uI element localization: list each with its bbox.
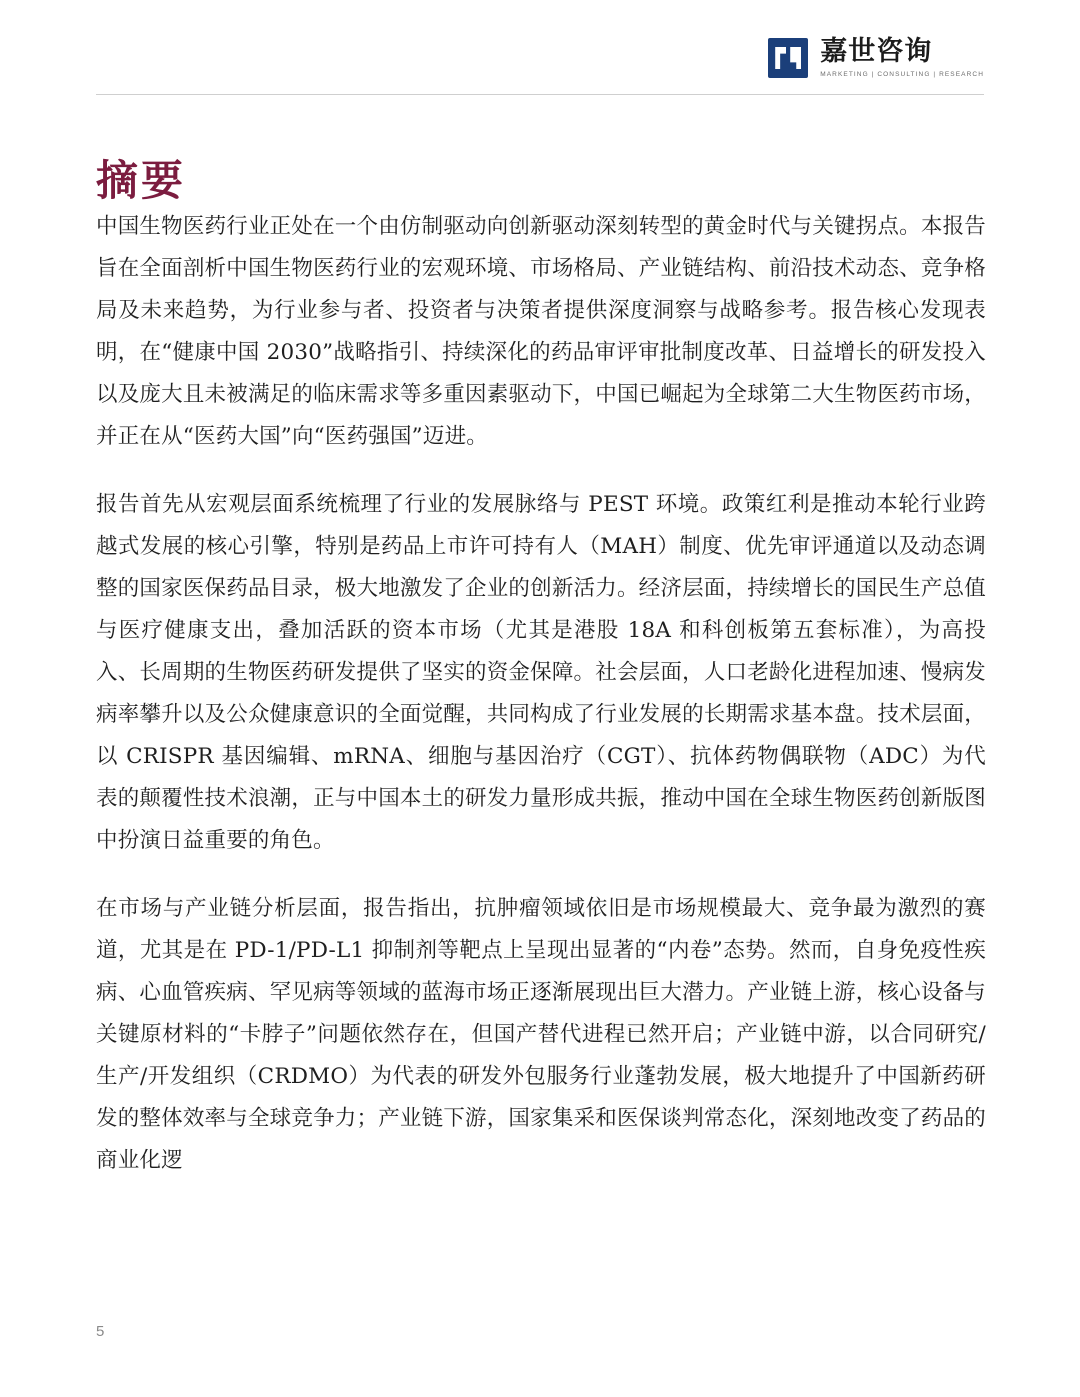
page-header	[96, 38, 984, 94]
page-title: 摘要	[96, 156, 187, 206]
paragraph: 报告首先从宏观层面系统梳理了行业的发展脉络与 PEST 环境。政策红利是推动本轮行业跨越式发展的核心引擎，特别是药品上市许可持有人（MAH）制度、优先审评通道以及动态调整的国家医保药品目录，极大地激发了企业的创新活力。经济层面，持续增长的国民生产总值与医疗健康支出，叠加活跃的资本市场（尤其是港股 18A 和科创板第五套标准），为高投入、长周期的生物医药研发提供了坚实的资金保障。社会层面，人口老龄化进程加速、慢病发病率攀升以及公众健康意识的全面觉醒，共同构成了行业发展的长期需求基本盘。技术层面，以 CRISPR 基因编辑、mRNA、细胞与基因治疗（CGT）、抗体药物偶联物（ADC）为代表的颠覆性技术浪潮，正与中国本土的研发力量形成共振，推动中国在全球生物医药创新版图中扮演日益重要的角色。	[96, 492, 986, 853]
company-logo	[768, 38, 984, 78]
logo-company-name: 嘉世咨询	[820, 36, 933, 68]
paragraph: 在市场与产业链分析层面，报告指出，抗肿瘤领域依旧是市场规模最大、竞争最为激烈的赛道，尤其是在 PD-1/PD-L1 抑制剂等靶点上呈现出显著的“内卷”态势。然而，自身免疫性疾病、心血管疾病、罕见病等领域的蓝海市场正逐渐展现出巨大潜力。产业链上游，核心设备与关键原材料的“卡脖子”问题依然存在，但国产替代进程已然开启；产业链中游，以合同研究/生产/开发组织（CRDMO）为代表的研发外包服务行业蓬勃发展，极大地提升了中国新药研发的整体效率与全球竞争力；产业链下游，国家集采和医保谈判常态化，深刻地改变了药品的商业化逻	[96, 896, 986, 1173]
body-content	[96, 206, 986, 1208]
logo-text-block	[820, 38, 984, 77]
header-divider	[96, 94, 984, 95]
logo-tagline: MARKETING | CONSULTING | RESEARCH	[820, 70, 984, 78]
paragraph: 中国生物医药行业正处在一个由仿制驱动向创新驱动深刻转型的黄金时代与关键拐点。本报告旨在全面剖析中国生物医药行业的宏观环境、市场格局、产业链结构、前沿技术动态、竞争格局及未来趋势，为行业参与者、投资者与决策者提供深度洞察与战略参考。报告核心发现表明，在“健康中国 2030”战略指引、持续深化的药品审评审批制度改革、日益增长的研发投入以及庞大且未被满足的临床需求等多重因素驱动下，中国已崛起为全球第二大生物医药市场，并正在从“医药大国”向“医药强国”迈进。	[96, 214, 986, 449]
jiashi-logo-icon	[768, 38, 808, 78]
page-number: 5	[96, 1323, 105, 1340]
